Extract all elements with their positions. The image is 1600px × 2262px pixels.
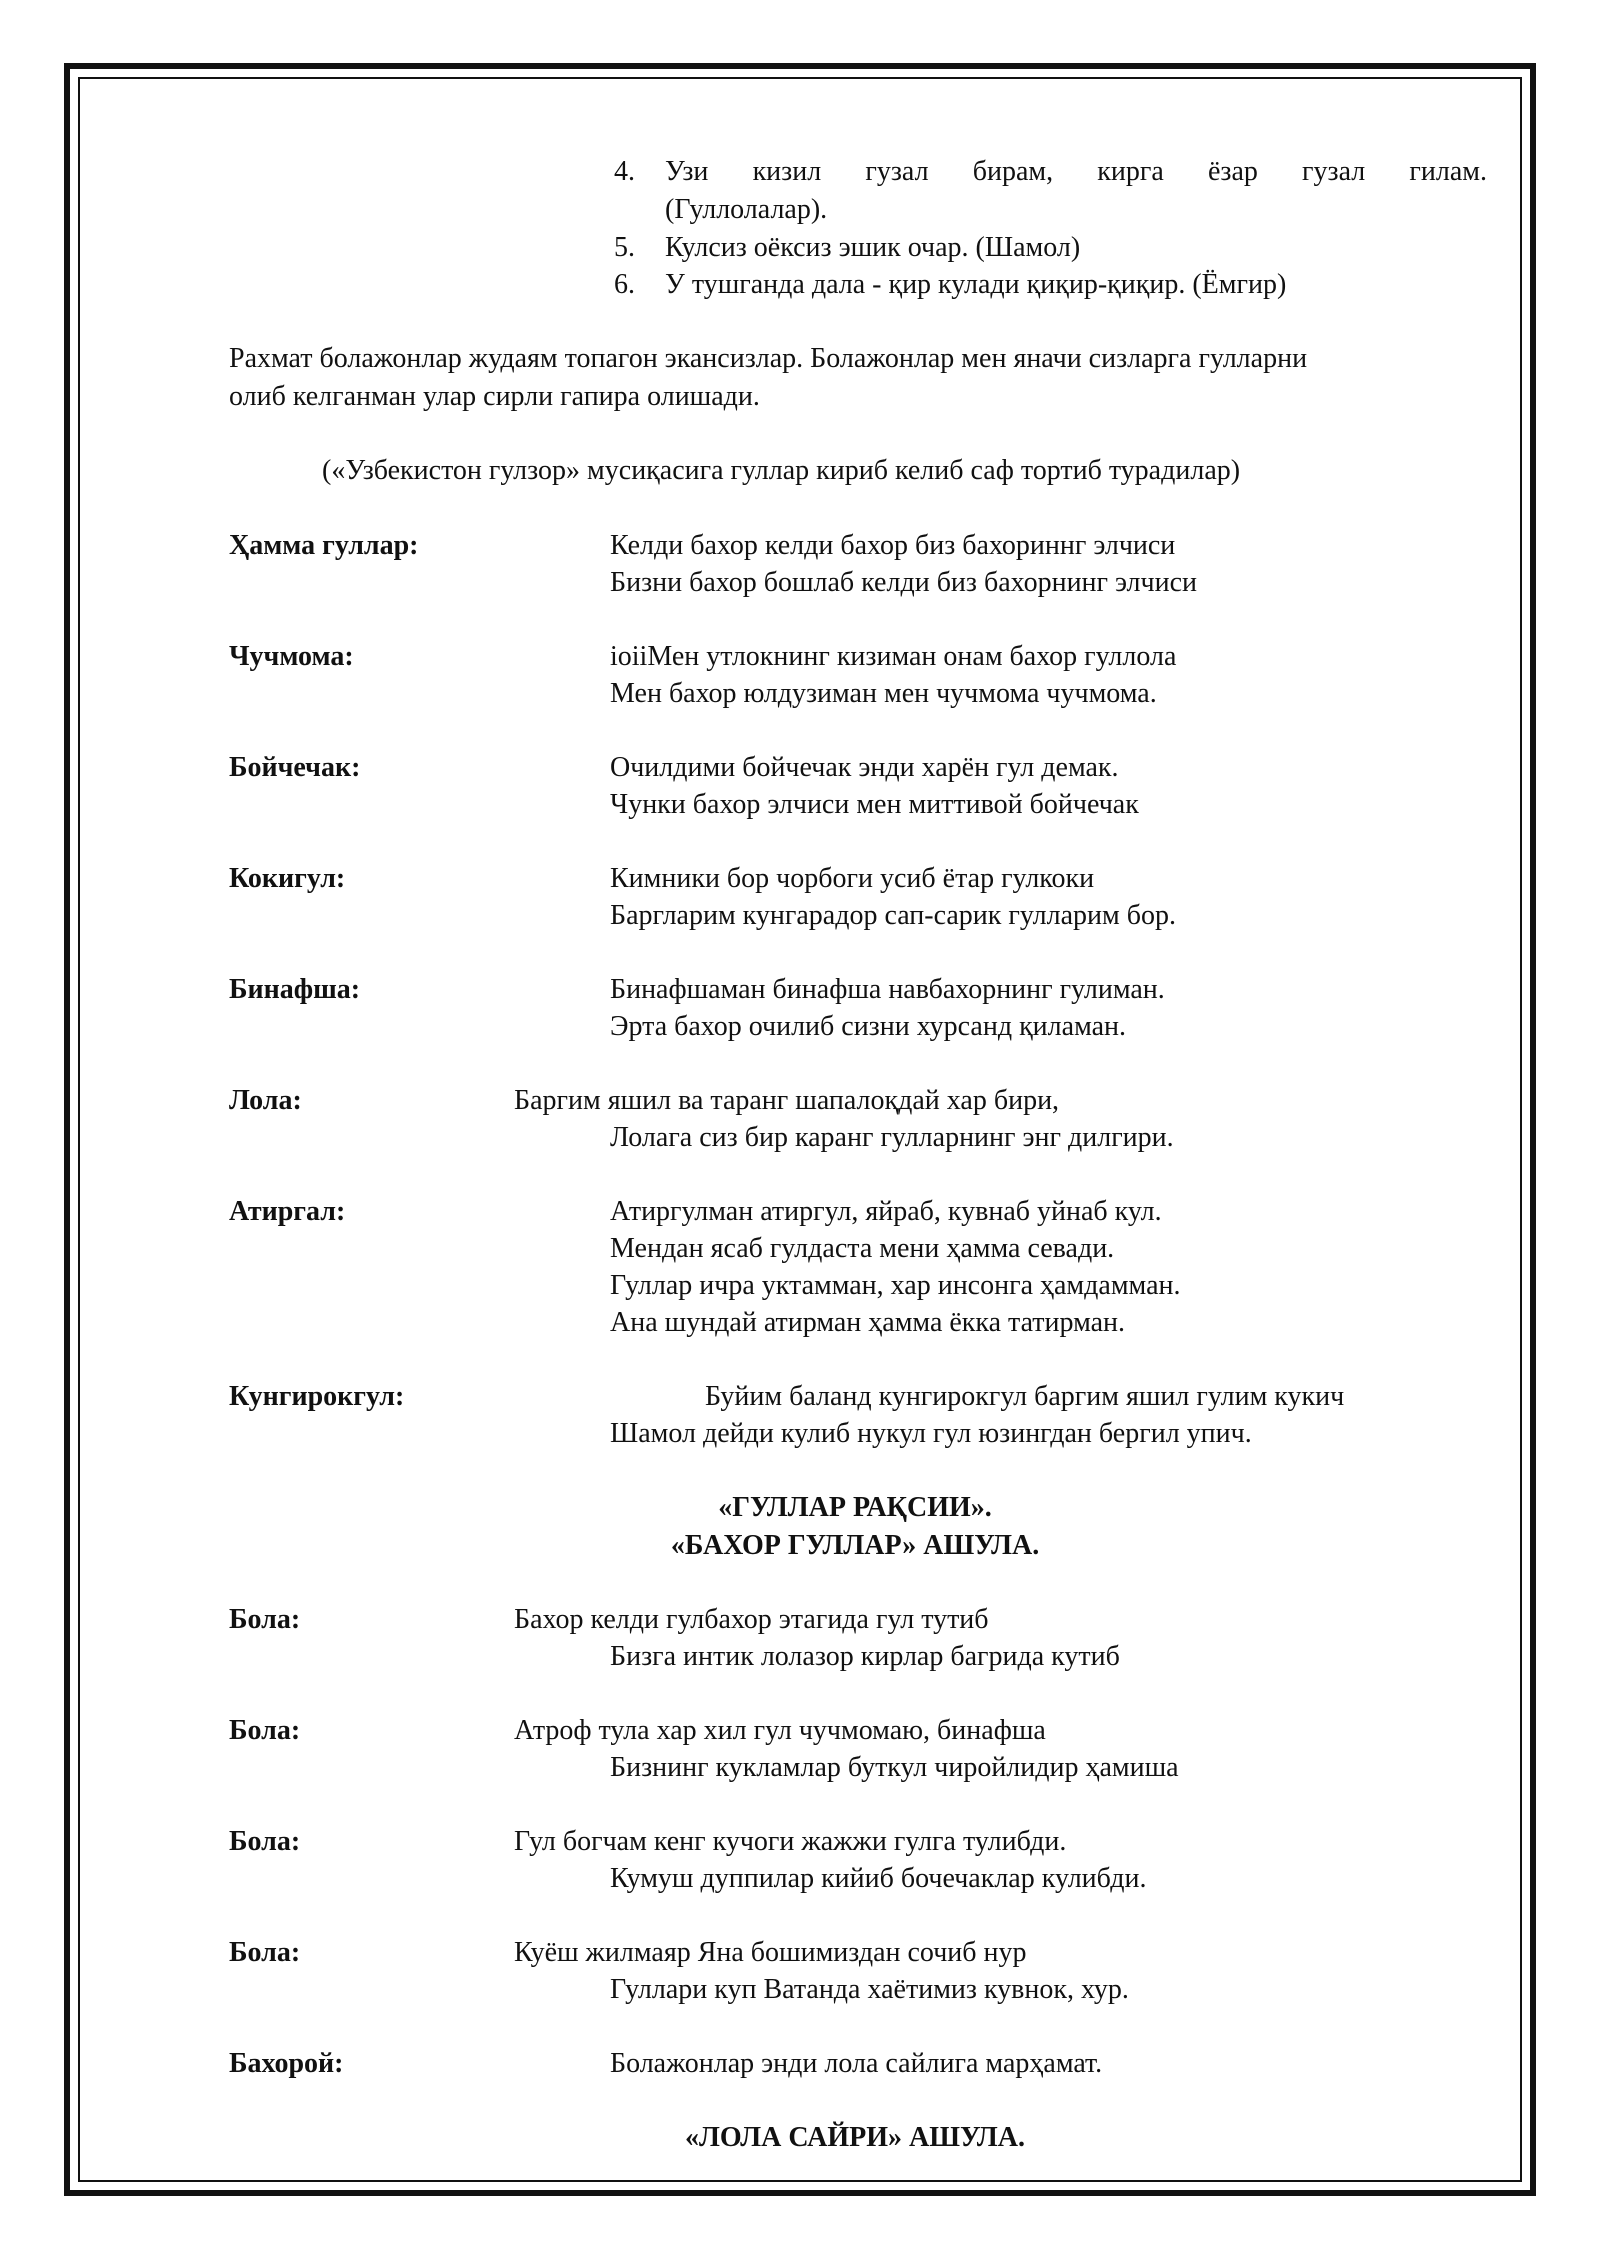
verse-line: Баргим яшил ва таранг шапалоқдай хар бири,	[514, 1085, 1060, 1116]
section-heading: «БАХОР ГУЛЛАР» АШУЛА.	[670, 1530, 1040, 1561]
verse-line: Куёш жилмаяр Яна бошимиздан сочиб нур	[514, 1937, 1027, 1968]
list-number: 6.	[614, 269, 635, 300]
verse-line: Бизга интик лолазор кирлар багрида кутиб	[610, 1641, 1120, 1672]
intro-line: Рахмат болажонлар жудаям топагон экансизлар. Болажонлар мен яначи сизларга гулларни	[229, 343, 1308, 374]
verse-line: Кимники бор чорбоги усиб ётар гулкоки	[610, 863, 1095, 894]
verse-line: ioiiМен утлокнинг кизиман онам бахор гуллола	[610, 641, 1177, 672]
verse-line: Гуллар ичра уктамман, хар инсонга ҳамдамман.	[610, 1270, 1181, 1301]
section-heading: «ЛОЛА САЙРИ» АШУЛА.	[685, 2122, 1025, 2153]
riddle-line: Кулсиз оёксиз эшик очар. (Шамол)	[665, 232, 1081, 263]
verse-line: Бизнинг кукламлар буткул чиройлидир ҳамиша	[610, 1752, 1179, 1783]
verse-line: Болажонлар энди лола сайлига марҳамат.	[610, 2048, 1103, 2079]
verse-line: Атиргулман атиргул, яйраб, кувнаб уйнаб кул.	[610, 1196, 1162, 1227]
riddle-line: У тушганда дала - қир кулади қиқир-қиқир. (Ёмгир)	[665, 269, 1287, 300]
speaker-name: Кокигул:	[229, 863, 346, 894]
riddle-line: Узи кизил гузал бирам, кирга ёзар гузал гилам.	[665, 156, 1487, 187]
list-number: 5.	[614, 232, 635, 263]
speaker-name: Бахорой:	[229, 2048, 344, 2079]
verse-line: Бинафшаман бинафша навбахорнинг гулиман.	[610, 974, 1165, 1005]
verse-line: Гуллари куп Ватанда хаётимиз кувнок, хур.	[610, 1974, 1129, 2005]
verse-line: Мен бахор юлдузиман мен чучмома чучмома.	[610, 678, 1157, 709]
verse-line: Ана шундай атирман ҳамма ёкка татирман.	[610, 1307, 1126, 1338]
riddle-answer: (Гуллолалар).	[665, 194, 828, 225]
verse-line: Атроф тула хар хил гул чучмомаю, бинафша	[514, 1715, 1046, 1746]
speaker-name: Ҳамма гуллар:	[229, 530, 419, 561]
verse-line: Чунки бахор элчиси мен миттивой бойчечак	[610, 789, 1139, 820]
verse-line: Очилдими бойчечак энди харён гул демак.	[610, 752, 1119, 783]
verse-line: Кумуш дуппилар кийиб бочечаклар кулибди.	[610, 1863, 1147, 1894]
speaker-name: Бинафша:	[229, 974, 361, 1005]
speaker-name: Бола:	[229, 1937, 301, 1968]
verse-line: Лолага сиз бир каранг гулларнинг энг дилгири.	[610, 1122, 1174, 1153]
verse-line: Буйим баланд кунгирокгул баргим яшил гулим кукич	[705, 1381, 1345, 1412]
section-heading: «ГУЛЛАР РАҚСИИ».	[718, 1492, 992, 1523]
speaker-name: Бола:	[229, 1604, 301, 1635]
speaker-name: Бола:	[229, 1715, 301, 1746]
speaker-name: Лола:	[229, 1085, 302, 1116]
speaker-name: Атиргал:	[229, 1196, 346, 1227]
verse-line: Бахор келди гулбахор этагида гул тутиб	[514, 1604, 989, 1635]
speaker-name: Бола:	[229, 1826, 301, 1857]
speaker-name: Чучмома:	[229, 641, 354, 672]
speaker-name: Кунгирокгул:	[229, 1381, 405, 1412]
verse-line: Келди бахор келди бахор биз бахориннг элчиси	[610, 530, 1176, 561]
stage-direction: («Узбекистон гулзор» мусиқасига гуллар кириб келиб саф тортиб турадилар)	[322, 455, 1241, 486]
verse-line: Шамол дейди кулиб нукул гул юзингдан бергил упич.	[610, 1418, 1252, 1449]
verse-line: Мендан ясаб гулдаста мени ҳамма севади.	[610, 1233, 1115, 1264]
list-number: 4.	[614, 156, 635, 187]
verse-line: Эрта бахор очилиб сизни хурсанд қиламан.	[610, 1011, 1127, 1042]
verse-line: Баргларим кунгарадор сап-сарик гулларим бор.	[610, 900, 1176, 931]
verse-line: Гул богчам кенг кучоги жажжи гулга тулибди.	[514, 1826, 1067, 1857]
intro-line: олиб келганман улар сирли гапира олишади.	[229, 381, 760, 412]
speaker-name: Бойчечак:	[229, 752, 361, 783]
verse-line: Бизни бахор бошлаб келди биз бахорнинг элчиси	[610, 567, 1197, 598]
